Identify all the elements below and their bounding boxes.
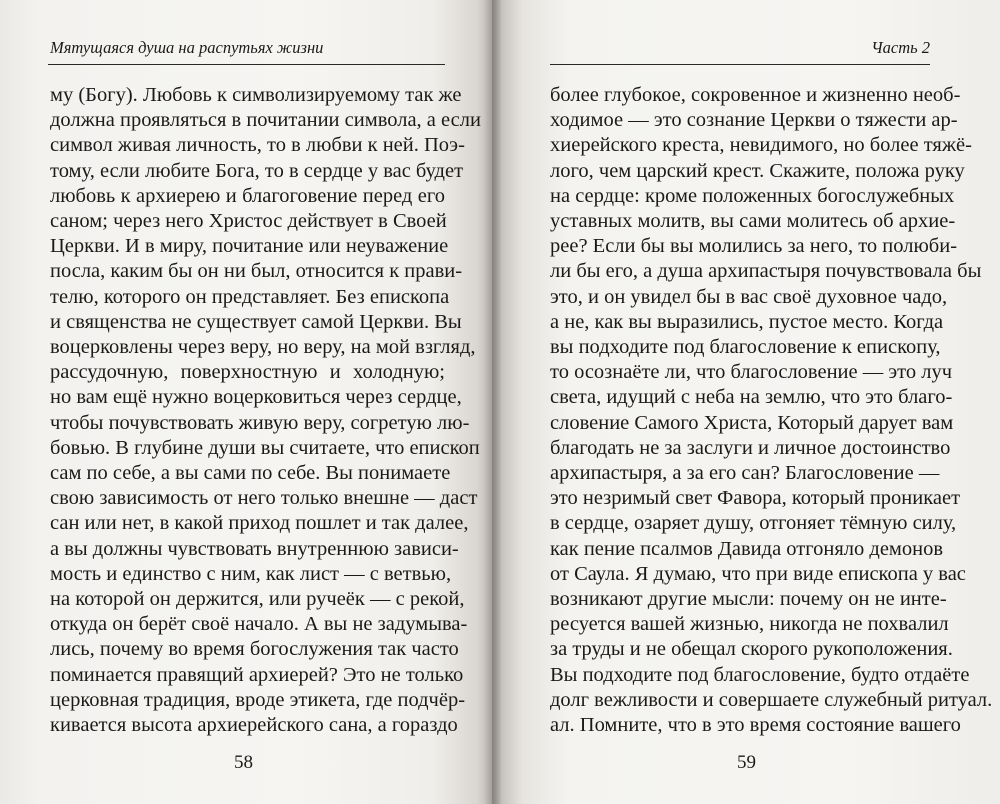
text-line: как пение псалмов Давида отгоняло демонов — [550, 537, 944, 560]
text-line: саном; через него Христос действует в Своей — [50, 210, 447, 233]
text-line: тому, если любите Бога, то в сердце у вас будет — [50, 159, 464, 182]
text-line: от Саула. Я думаю, что при виде епископа у вас — [550, 562, 966, 585]
text-line: это, и он увидел бы в вас своё духовное чадо, — [550, 285, 948, 308]
text-line: архипастыря, а за его сан? Благословение — — [550, 462, 940, 485]
text-line: более глубокое, сокровенное и жизненно необ- — [550, 84, 961, 106]
right-running-head: Часть 2 — [871, 38, 930, 57]
text-line: а не, как вы выразились, пустое место. Когда — [550, 310, 944, 333]
right-page — [492, 0, 1000, 804]
text-line: бовью. В глубине души вы считаете, что епископ — [50, 436, 480, 459]
right-page-number: 59 — [737, 752, 756, 773]
text-line: воцерковлены через веру, но веру, на мой взгляд, — [50, 336, 476, 359]
text-line: посла, каким бы он ни был, относится к прави- — [50, 260, 463, 283]
text-line: рассудочную, поверхностную и холодную; — [50, 361, 445, 384]
text-line: лого, чем царский крест. Скажите, положа руку — [550, 159, 965, 182]
text-line: и священства не существует самой Церкви. Вы — [50, 310, 462, 333]
text-line: сам по себе, а вы сами по себе. Вы понимаете — [50, 462, 451, 485]
text-line: на сердце: кроме положенных богослужебных — [550, 184, 955, 207]
text-line: му (Богу). Любовь к символизируемому так же — [50, 84, 462, 106]
text-line: словение Самого Христа, Который дарует вам — [550, 411, 954, 434]
left-running-head: Мятущаяся душа на распутьях жизни — [50, 38, 324, 57]
text-line: а вы должны чувствовать внутреннюю зависи- — [50, 537, 459, 560]
text-line: благодать не за заслуги и личное достоинство — [550, 436, 951, 459]
text-line: церковная традиция, вроде этикета, где подчёр- — [50, 688, 466, 711]
text-line: свою зависимость от него только внешне — даст — [50, 487, 478, 510]
text-line: лись, почему во время богослужения так часто — [50, 638, 459, 661]
text-line: откуда он берёт своё начало. А вы не задумыва- — [50, 613, 468, 636]
text-line: уставных молитв, вы сами молитесь об архие- — [550, 210, 956, 233]
text-line: ли бы его, а душа архипастыря почувствовала бы — [550, 260, 982, 283]
text-line: телю, которого он представляет. Без епископа — [50, 285, 450, 308]
text-line: чтобы почувствовать живую веру, согретую лю- — [50, 411, 470, 434]
book-gutter-shadow — [484, 0, 502, 804]
left-page — [0, 0, 492, 804]
text-line: хиерейского креста, невидимого, но более тяжё- — [550, 134, 972, 157]
text-line: света, идущий с неба на землю, что это благо- — [550, 386, 953, 409]
right-body-text — [550, 83, 993, 738]
right-header-rule — [550, 64, 930, 65]
text-line: за труды и не обещал скорого рукоположения. — [550, 638, 953, 661]
text-line: то осознаёте ли, что благословение — это луч — [550, 361, 953, 384]
text-line: в сердце, озаряет душу, отгоняет тёмную силу, — [550, 512, 957, 535]
text-line: кивается высота архиерейского сана, а гораздо — [50, 714, 458, 737]
text-line: Вы подходите под благословение, будто отдаёте — [550, 663, 970, 686]
text-line: долг вежливости и совершаете служебный ритуал. — [550, 688, 993, 711]
text-line: вы подходите под благословение к епископу, — [550, 336, 941, 359]
text-line: это незримый свет Фавора, который проникает — [550, 487, 961, 510]
text-line: возникают другие мысли: почему он не инте- — [550, 588, 947, 611]
text-line: должна проявляться в почитании символа, а если — [50, 109, 481, 132]
text-line: сан или нет, в какой приход пошлет и так далее, — [50, 512, 469, 535]
text-line: на которой он держится, или ручеёк — с рекой, — [50, 588, 465, 611]
text-line: но вам ещё нужно воцерковиться через сердце, — [50, 386, 462, 409]
text-line: символ живая личность, то в любви к ней. Поэ- — [50, 134, 465, 157]
left-page-number: 58 — [234, 752, 253, 773]
text-line: ходимое — это сознание Церкви о тяжести ар- — [550, 109, 958, 132]
left-header-rule — [48, 64, 445, 65]
text-line: поминается правящий архиерей? Это не только — [50, 663, 464, 686]
text-line: любовь к архиерею и благоговение перед его — [50, 184, 445, 207]
text-line: рее? Если бы вы молились за него, то полюби- — [550, 235, 958, 258]
text-line: ресуется вашей жизнью, никогда не похвалил — [550, 613, 949, 636]
text-line: Церкви. И в миру, почитание или неуважение — [50, 235, 449, 258]
text-line: мость и единство с ним, как лист — с ветвью, — [50, 562, 452, 585]
left-body-text — [50, 83, 481, 738]
text-line: ал. Помните, что в это время состояние вашего — [550, 714, 961, 737]
